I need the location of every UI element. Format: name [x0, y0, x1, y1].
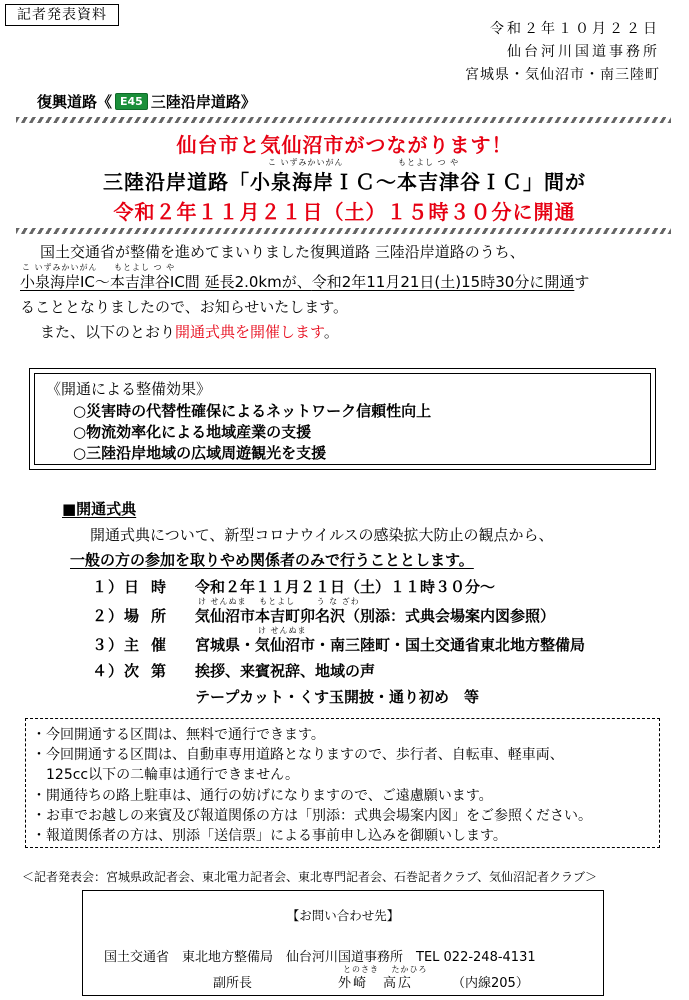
intro-line-1: 国土交通省が整備を進めてまいりました復興道路 三陸沿岸道路のうち、 [40, 243, 525, 261]
intro-line-4-post: 。 [323, 323, 339, 341]
route-badge-icon: E45 [115, 93, 148, 110]
note-item: 125cc以下の二輪車は通行できません。 [32, 767, 299, 783]
intro-line-4 [40, 321, 339, 342]
row-number-3: ３） [92, 636, 125, 654]
row-value-datetime: 令和２年１１月２１日（土）１１時３０分～ [195, 578, 496, 596]
release-date: 令和２年１０月２２日 [490, 21, 660, 37]
contact-role: 副所長 [213, 976, 253, 991]
intro-opening-date: 令和2年11月21日(土)15時30分に開通 [311, 273, 575, 291]
effect-item: ○物流効率化による地域産業の支援 [73, 423, 312, 441]
intro-line-4-pre: また、以下のとおり [40, 323, 176, 341]
title-ruby-koizumi: こ いずみかいがん [268, 158, 344, 167]
contact-name-ruby: とのさき たかひろ [343, 965, 428, 974]
ceremony-paragraph-2: 一般の方の参加を取りやめ関係者のみで行うこととします。 [70, 551, 474, 569]
organizer-ruby: け せんぬま [258, 626, 307, 635]
effect-item: ○三陸沿岸地域の広域周遊観光を支援 [73, 444, 327, 462]
contact-name: 外崎 高広 [338, 976, 414, 991]
contact-extension: （内線205） [452, 976, 529, 991]
title-opening-date: 令和２年１１月２１日（土）１５時３０分に開通 [113, 200, 576, 224]
row-label-venue: 場所 [124, 607, 179, 625]
row-value-program-continued: テープカット・くす玉開披・通り初め 等 [195, 688, 479, 706]
contact-heading: 【お問い合わせ先】 [286, 908, 400, 923]
note-item: ・報道関係者の方は、別添「送信票」による事前申し込みを御願いします。 [32, 828, 507, 844]
divider-top [16, 117, 671, 123]
venue-ruby: け せんぬま もとよし う な ざわ [198, 597, 360, 606]
press-clubs: ＜記者発表会：宮城県政記者会、東北電力記者会、東北専門記者会、石巻記者クラブ、気仙沼記者クラブ＞ [22, 870, 598, 884]
row-value-organizer: 宮城県・気仙沼市・南三陸町・国土交通省東北地方整備局 [195, 636, 586, 654]
intro-line-3: ることとなりましたので、お知らせいたします。 [20, 298, 349, 316]
issuing-location: 宮城県・気仙沼市・南三陸町 [465, 67, 660, 83]
ceremony-paragraph-1: 開通式典について、新型コロナウイルスの感染拡大防止の観点から、 [90, 526, 554, 544]
note-item: ・開通待ちの路上駐車は、通行の妨げになりますので、ご遠慮願います。 [32, 788, 493, 804]
headline: 仙台市と気仙沼市がつながります！ [176, 133, 513, 157]
row-number-4: ４） [92, 662, 125, 680]
note-item: ・今回開通する区間は、自動車専用道路となりますので、歩行者、自転車、軽車両、 [32, 747, 564, 763]
project-prefix: 復興道路《 [37, 93, 113, 111]
row-value-program: 挨拶、来賓祝辞、地域の声 [195, 662, 376, 680]
contact-office-line: 国土交通省 東北地方整備局 仙台河川国道事務所 TEL 022-248-4131 [104, 950, 536, 965]
intro-ruby-koizumi: こ いずみかいがん [22, 263, 98, 272]
intro-ceremony-notice: 開通式典を開催します [175, 323, 324, 341]
ceremony-heading: ■開通式典 [62, 500, 137, 518]
divider-bottom [16, 228, 671, 234]
intro-section: 小泉海岸IC～本吉津谷IC間 延長2.0kmが、 [20, 273, 312, 291]
intro-ruby-motoyoshi: もとよし つ や [114, 263, 176, 272]
title-ruby-motoyoshi: もとよし つ や [398, 158, 460, 167]
note-item: ・今回開通する区間は、無料で通行できます。 [32, 727, 325, 743]
title-section: 三陸沿岸道路「小泉海岸ＩＣ～本吉津谷ＩＣ」間が [103, 170, 586, 194]
row-label-program: 次第 [124, 662, 179, 680]
project-name [37, 91, 256, 112]
row-number-1: １） [92, 578, 125, 596]
issuing-office: 仙台河川国道事務所 [507, 44, 660, 60]
note-item: ・お車でお越しの来賓及び報道関係の方は「別添：式典会場案内図」をご参照ください。 [32, 808, 592, 824]
effects-title: 《開通による整備効果》 [46, 380, 212, 398]
row-number-2: ２） [92, 607, 125, 625]
press-release-label: 記者発表資料 [5, 4, 119, 26]
row-label-datetime: 日時 [124, 578, 179, 596]
project-road-name: 三陸沿岸道路》 [150, 93, 256, 111]
intro-line-2 [20, 271, 589, 292]
row-value-venue: 気仙沼市本吉町卯名沢（別添：式典会場案内図参照） [195, 607, 556, 625]
effect-item: ○災害時の代替性確保によるネットワーク信頼性向上 [73, 402, 432, 420]
intro-line-2-tail: す [574, 273, 590, 291]
row-label-organizer: 主催 [124, 636, 179, 654]
